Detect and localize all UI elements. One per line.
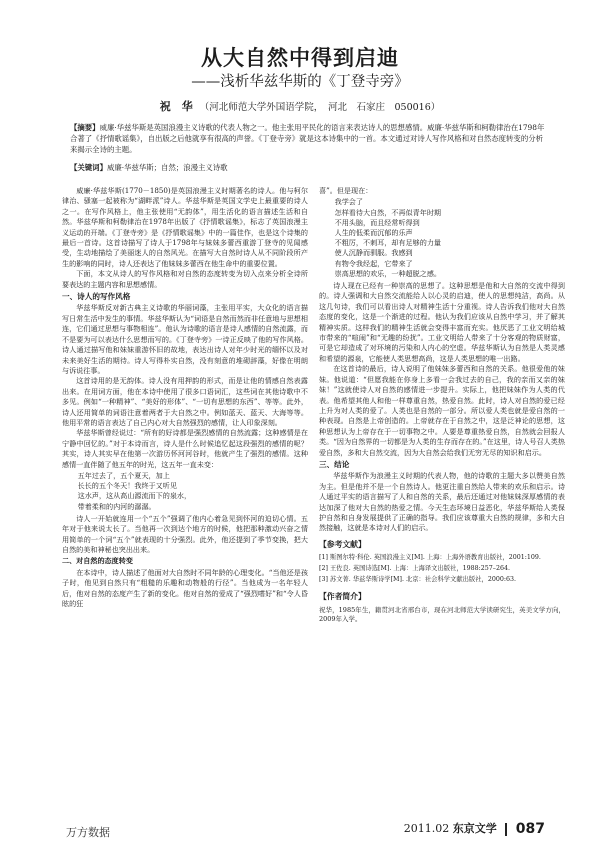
poem-line: 五年过去了，五个夏天，加上 [77, 470, 170, 480]
abstract-text: 威廉·华兹华斯是英国浪漫主义诗歌的代表人物之一。他主张用平民化的语言来表达诗人的思想感情。威廉·华兹华斯和柯勒律治在1798年合著了《抒情歌谣集》，自出版之后他就享有很高的声誉。《丁登寺旁》就是这本诗集中的一首。本文通过对诗人写作风格和对自然态度转变的分析来揭示全诗的主题。 [70, 123, 545, 154]
page-footer [404, 820, 545, 837]
poem-excerpt-1 [62, 471, 308, 512]
poem-line: 这水声，这从高山源流而下的泉水， [77, 491, 192, 501]
poem-line: 不粗厉，不刺耳，却有足够的力量 [334, 238, 442, 248]
body-paragraph: 华兹华斯作为浪漫主义时期的代表人物，他的诗歌的主题大多以赞美自然为主。但是他并不是一个自然诗人。他更注重自然给人带来的欢乐和启示。诗人通过平实的语言描写了人和自然的关系，最后还通过对他妹妹深厚感情的表达加深了他对大自然的热爱之情。今天生态环境日益恶化，华兹华斯给人类保护自然和自身发展提供了正确的指导。我们应该尊重大自然的规律，多和大自然接触，这就是本诗对人们的启示。 [319, 471, 565, 533]
keywords-label: 【关键词】 [70, 163, 107, 172]
reference-item: [1] 斯图尔特·科伦. 英国浪漫主义[M]. 上海：上海外语教育出版社，2001:109. [319, 554, 541, 562]
body-paragraph: 这首诗用的是无韵体。诗人没有用押韵的形式，而是让他的情感自然表露出来。在用词方面，他在本诗中使用了很多口语词汇，这些词在其他诗歌中不多见。例如“一种精神”、“美好的形体”、“一切有思想的东西”、等等。此外，诗人还用简单的词语注意着两者于大自然之中。例如蓝天、蓝天、大海等等。他用平常的语言表达了自己内心对大自然强烈的感情，让人印象深刻。 [62, 376, 308, 427]
reference-item: [3] 苏文菁. 华兹华斯诗学[M]. 北京：社会科学文献出版社，2000:63. [319, 576, 516, 584]
abstract [70, 122, 550, 155]
poem-line: 我学会了 [334, 197, 363, 207]
byline [0, 98, 600, 114]
footer-divider [505, 823, 507, 836]
reference-item: [2] 王佐良. 英国诗选[M]. 上海：上海译文出版社，1988:257–264. [319, 565, 510, 573]
watermark: 万方数据 [66, 826, 110, 839]
poem-line: 带着柔和的内河的潺潺。 [77, 501, 156, 511]
body-paragraph: 诗人现在已经有一种崇高的思想了。这种思想是他和大自然的交流中得到的。诗人强调和大自然交流能给人以心灵的启迪，使人的思想纯洁，高尚。从这几句诗，我们可以看出诗人对精神生活十分重视。诗人告诉我们他对大自然态度的变化，这是一个渐进的过程。他认为我们应该从自然中学习，并了解其精神实质。这样我们的精神生活就会变得丰富而充实。他厌恶了工业文明给城市带来的“喧闹”和“无趣的纷扰”。工业文明给人带来了十分客观的物质财富，可是它却造成了对环境的污染和人内心的空虚。华兹华斯认为自然是人类灵感和希望的源泉，它能使人类思想高尚，这是人类思想的唯一出路。 [319, 281, 565, 363]
article-subtitle: ——浅析华兹华斯的《丁登寺旁》 [191, 74, 409, 90]
poem-line: 人生的低柔而沉郁的乐声 [334, 228, 413, 238]
section-heading-3: 三、结论 [319, 459, 350, 469]
abstract-label: 【摘要】 [70, 123, 100, 132]
left-column [62, 186, 308, 609]
keywords-text: 威廉·华兹华斯；自然；浪漫主义诗歌 [106, 163, 228, 172]
article-title: 从大自然中得到启迪 [201, 45, 399, 70]
body-paragraph: 华兹华斯曾经说过：“所有的好诗都是强烈感情的自然流露；这种感情是在宁静中回忆的。”对于本诗而言，诗人是什么时候追忆起这段强烈的感情的呢？其实，诗人其实早在他第一次游历怀河河谷时，他就产生了强烈的感情。这种感情一直伴随了他五年的时光，这五年一直未变： [62, 428, 308, 469]
page-number: 087 [515, 821, 545, 837]
references-list [319, 553, 565, 584]
body-paragraph: 诗人一开始就连用一个“五个”强调了他内心着急见到怀河的迫切心情。五年对于他来说太长了。当他再一次到达个地方的时候，他把那种激动兴奋之情用简单的一个词“五个”就表现的十分强烈。此外，他还提到了季节变换，把大自然的美和神秘也突出出来。 [62, 513, 308, 554]
section-heading-1: 一、诗人的写作风格 [62, 292, 131, 302]
issue-number: 2011.02 [403, 822, 450, 835]
poem-line: 不用头脑，而且经常听得到 [334, 217, 420, 227]
intro-paragraph-1: 威廉·华兹华斯(1770－1850)是英国浪漫主义时期著名的诗人。他与柯尔律治、骚塞一起被称为“湖畔派”诗人。华兹华斯是英国文学史上最重要的诗人之一。在写作风格上，他主张使用“无韵体”，用生活化的语言描述生活和自然。华兹华斯和柯勒律治在1978年出版了《抒情歌谣集》，标志了英国浪漫主义运动的开端。《丁登寺旁》是《抒情歌谣集》中的一篇佳作，也是这个诗集的最后一首诗。这首诗描写了诗人于1798年与妹妹多蕾西重游丁登寺的见闻感受，生动地描绘了美丽迷人的自然风光。在描写大自然时诗人从不同阶段所产生的影响的同时，诗人还表达了他妹妹多蕾西在他生命中的重要位置。 [62, 186, 308, 268]
poem-line: 有物令我经起，它带来了 [334, 258, 413, 268]
body-paragraph: 华兹华斯反对新古典主义诗歌的华丽词藻，主张用平实，大众化的语言描写日常生活中发生的事情。华兹华斯认为“词语是自然而然而非任意地与思想相连，它们通过思想与事物相连”。他认为诗歌的语言是诗人感情的自然流露，而不是要为可以表达什么思想而写的。《丁登寺旁》一诗正反映了他的写作风格。诗人通过描写他和妹妹重游怀旧的故地，表达出诗人对年少时光的缅怀以及对未来美好生活的期待。诗人写得朴实自然，没有刻意的堆砌辞藻，好像在明朗与诉说往事。 [62, 303, 308, 375]
poem-line: 崇高思想的欢乐，一种超脱之感。 [334, 268, 442, 278]
continuation-text: 喜”。但是现在： [319, 186, 373, 195]
poem-line: 长长的五个冬天！我终于又听见 [77, 481, 177, 491]
body-paragraph: 在本诗中，诗人描述了他面对大自然时不同年龄的心理变化。“当他还是孩子时，他见到自然只有“粗糙的乐趣和动物般的行径”。当他成为一名年轻人后，他对自然的态度产生了新的变化。他对自然的爱成了“强烈嗜好”和“令人昏眩的狂 [62, 567, 308, 609]
author-bio: 祝华，1985年生，籍贯河北省邢台市，现在河北师范大学读研究生，英美文学方向，2009年入学。 [319, 605, 565, 623]
journal-name: 东京文学 [452, 822, 497, 835]
body-paragraph: 在这首诗的最后，诗人说明了他妹妹多蕾西和自然的关系。他很爱他的妹妹。他说道：“但愿我能在你身上多看一会我过去的自己，我的亲而又亲的妹妹！”这就使诗人对自然的感情进一步提升。实际上，他把妹妹作为人类的代表。他希望其他人和他一样尊重自然，热爱自然。此时，诗人对自然的爱已经上升为对人类的爱了。人类也是自然的一部分。所以爱人类也就是爱自然的一种表现。自然是上帝创造的。上帝就存在于自然之中，这是泛神论的思想，这种思想认为上帝存在于一切事物之中。人要是尊重热爱自然，自然就会回报人类。“因为自然界的一切都是为人类的生存而存在的。”在这里，诗人号召人类热爱自然，多和大自然交流，因为大自然会给我们无穷无尽的知识和启示。 [319, 364, 565, 457]
author-affiliation: （河北师范大学外国语学院， 河北 石家庄 050016） [199, 102, 441, 113]
section-heading-2: 二、对自然的态度转变 [62, 556, 133, 566]
poem-excerpt-2 [319, 197, 565, 279]
right-column [319, 186, 565, 624]
author-name: 祝 华 [159, 100, 193, 113]
references-heading: 【参考文献】 [319, 539, 366, 549]
author-bio-heading: 【作者简介】 [319, 592, 366, 602]
keywords [70, 162, 550, 173]
poem-line: 怎样看待大自然，不再似青年时期 [334, 207, 442, 217]
poem-line: 使人沉静而驯服。我感到 [334, 248, 413, 258]
intro-paragraph-2: 下面，本文从诗人的写作风格和对自然的态度转变为切入点来分析全诗所要表达的主题内容和思想感情。 [62, 269, 308, 289]
